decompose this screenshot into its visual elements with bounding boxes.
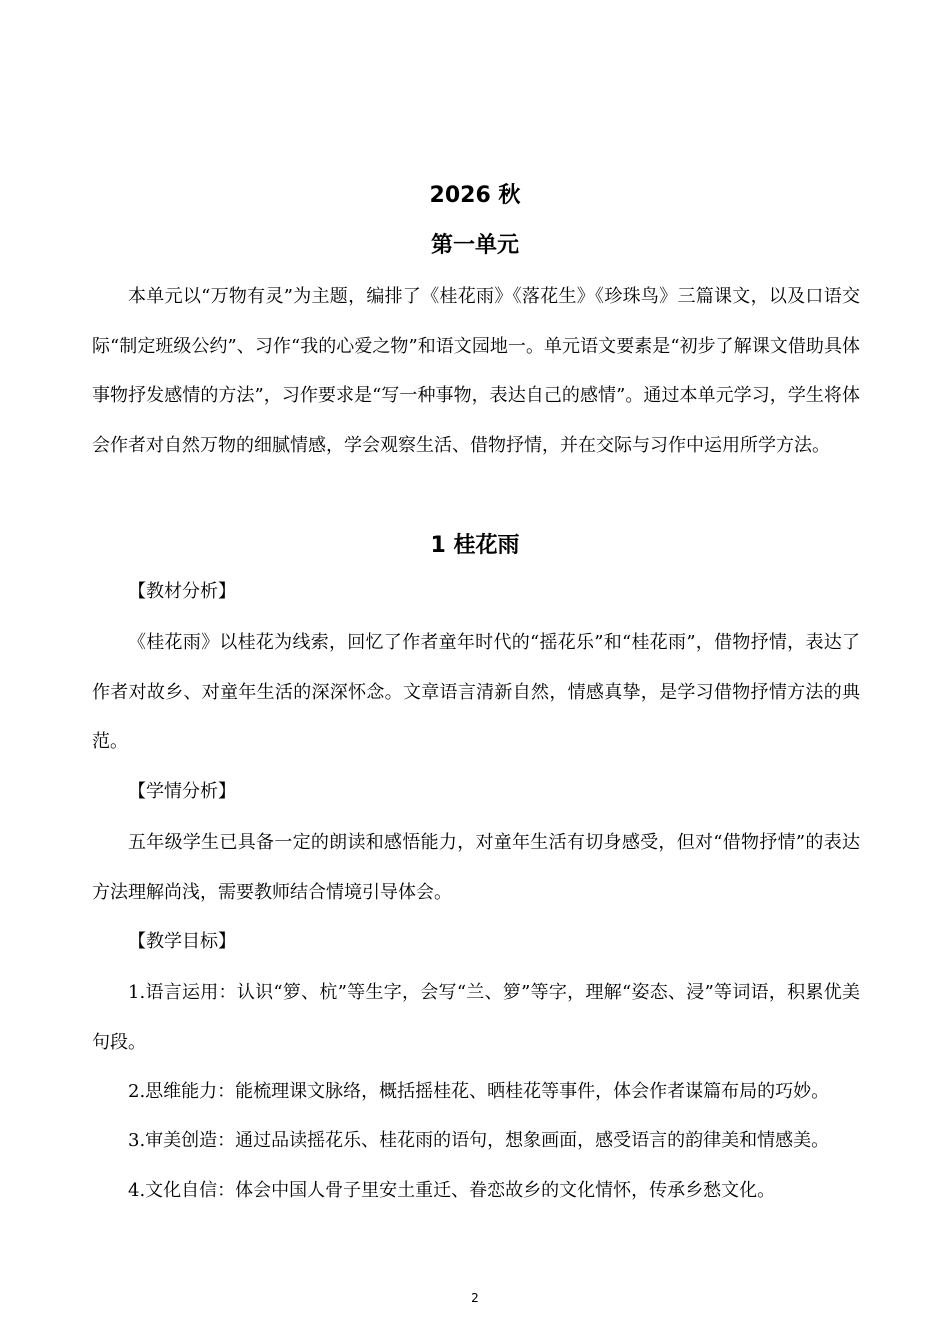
year-title: 2026 秋	[429, 183, 521, 208]
teaching-goal-item: 4.文化自信：体会中国人骨子里安土重迁、眷恋故乡的文化情怀，传承乡愁文化。	[128, 1180, 776, 1201]
material-analysis-text: 《桂花雨》以桂花为线索，回忆了作者童年时代的“摇花乐”和“桂花雨”，借物抒情，表达了作者对故乡、对童年生活的深深怀念。文章语言清新自然，情感真挚，是学习借物抒情方法的典范。	[92, 632, 860, 752]
lesson-title: 1 桂花雨	[430, 533, 520, 558]
page-number: 2	[471, 1291, 479, 1305]
learner-analysis-heading: 【学情分析】	[128, 781, 236, 802]
material-analysis-heading: 【教材分析】	[128, 581, 236, 602]
teaching-goal-item: 2.思维能力：能梳理课文脉络，概括摇桂花、晒桂花等事件，体会作者谋篇布局的巧妙。	[128, 1081, 830, 1102]
teaching-goals-heading: 【教学目标】	[128, 931, 236, 952]
learner-analysis-text: 五年级学生已具备一定的朗读和感悟能力，对童年生活有切身感受，但对“借物抒情”的表达方法理解尚浅，需要教师结合情境引导体会。	[92, 832, 860, 903]
teaching-goal-item: 1.语言运用：认识“箩、杭”等生字，会写“兰、箩”等字，理解“姿态、浸”等词语，积累优美句段。	[92, 982, 860, 1053]
unit-title: 第一单元	[430, 233, 519, 258]
teaching-goal-item: 3.审美创造：通过品读摇花乐、桂花雨的语句，想象画面，感受语言的韵律美和情感美。	[128, 1130, 830, 1151]
unit-intro-paragraph: 本单元以“万物有灵”为主题，编排了《桂花雨》《落花生》《珍珠鸟》三篇课文，以及口语交际“制定班级公约”、习作“我的心爱之物”和语文园地一。单元语文要素是“初步了解课文借助具体事物抒发感情的方法”，习作要求是“写一种事物，表达自己的感情”。通过本单元学习，学生将体会作者对自然万物的细腻情感，学会观察生活、借物抒情，并在交际与习作中运用所学方法。	[92, 286, 860, 456]
